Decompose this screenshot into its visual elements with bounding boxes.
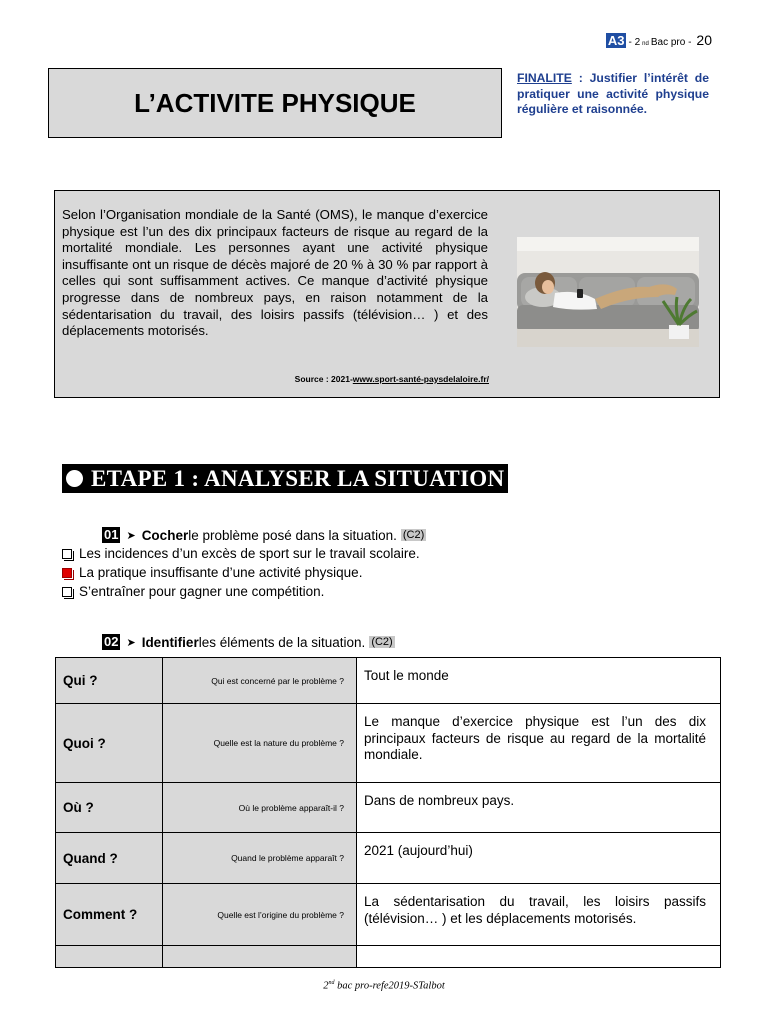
- row-hint: Où le problème apparaît-il ?: [163, 783, 357, 833]
- row-question: Comment ?: [56, 884, 163, 946]
- table-row: [56, 704, 721, 783]
- table-row: [56, 783, 721, 833]
- option-2[interactable]: [62, 565, 362, 580]
- table-row: [56, 658, 721, 704]
- option-2-label: La pratique insuffisante d’une activité physique.: [79, 565, 363, 580]
- row-answer[interactable]: La sédentarisation du travail, les loisirs passifs (télévision… ) et les déplacements motorisés.: [357, 884, 721, 946]
- page-footer: [0, 980, 768, 992]
- question-2-text: les éléments de la situation.: [198, 634, 366, 650]
- finalite-text: : Justifier l’intérêt de pratiquer une activité physique régulière et raisonnée.: [517, 71, 709, 116]
- option-1-label: Les incidences d’un excès de sport sur le travail scolaire.: [79, 546, 420, 561]
- finalite-block: [517, 71, 709, 118]
- arrow-right-icon: ➤: [126, 529, 136, 542]
- competency-tag: (C2): [402, 529, 425, 541]
- question-2: [102, 634, 395, 650]
- checkbox-icon[interactable]: [62, 587, 72, 597]
- footer-suffix: bac pro-refe2019-STalbot: [334, 980, 445, 992]
- title-box: [48, 68, 502, 138]
- row-answer[interactable]: Tout le monde: [357, 658, 721, 704]
- footer-sup: nd: [328, 980, 335, 986]
- source-citation: [295, 374, 489, 384]
- page-title: L’ACTIVITE PHYSIQUE: [134, 87, 416, 118]
- level-prefix: - 2: [628, 37, 641, 48]
- step-banner: [62, 464, 508, 493]
- row-question: Quand ?: [56, 833, 163, 884]
- row-answer[interactable]: 2021 (aujourd’hui): [357, 833, 721, 884]
- option-1[interactable]: [62, 546, 420, 561]
- row-hint: Quelle est la nature du problème ?: [163, 704, 357, 783]
- source-text: Selon l’Organisation mondiale de la Santé (OMS), le manque d’exercice physique est l’un des dix principaux facteurs de risque au regard de la mortalité mondiale. Les personnes ayant une activité physique insuffisante ont un risque de décès majoré de 20 % à 30 % par rapport à celles qui sont suffisamment actives. Ce manque d’activité physique progresse dans de nombreux pays, en raison notamment de la sédentarisation du travail, des loisirs passifs (télévision… ) et des déplacements motorisés.: [62, 207, 488, 339]
- finalite-label: FINALITE: [517, 71, 572, 85]
- question-1-number: 01: [104, 527, 119, 542]
- step-title: ETAPE 1 : ANALYSER LA SITUATION: [91, 465, 505, 491]
- table-row: [56, 884, 721, 946]
- row-answer-empty[interactable]: [357, 946, 721, 968]
- competency-tag: (C2): [371, 636, 393, 648]
- option-3[interactable]: [62, 584, 324, 599]
- row-answer[interactable]: Dans de nombreux pays.: [357, 783, 721, 833]
- citation-prefix: Source : 2021-: [294, 374, 353, 384]
- source-box: [54, 190, 720, 398]
- table-row: [56, 833, 721, 884]
- level-suffix: Bac pro -: [650, 37, 692, 48]
- arrow-right-icon: ➤: [126, 636, 136, 649]
- table-row-empty: [56, 946, 721, 968]
- checkbox-icon[interactable]: [62, 549, 72, 559]
- question-2-number: 02: [104, 634, 119, 649]
- row-question-empty: [56, 946, 163, 968]
- situation-table: [55, 657, 721, 968]
- row-hint: Quand le problème apparaît ?: [163, 833, 357, 884]
- option-3-label: S’entraîner pour gagner une compétition.: [79, 584, 325, 599]
- row-hint-empty: [163, 946, 357, 968]
- question-1-text: le problème posé dans la situation.: [188, 527, 397, 543]
- question-1-verb: Cocher: [141, 527, 189, 543]
- question-1: [102, 527, 426, 543]
- row-question: Où ?: [56, 783, 163, 833]
- citation-link[interactable]: www.sport-santé-paysdelaloire.fr/: [352, 374, 489, 384]
- row-hint: Quelle est l’origine du problème ?: [163, 884, 357, 946]
- row-question: Quoi ?: [56, 704, 163, 783]
- question-2-verb: Identifier: [141, 634, 199, 650]
- level-sup: nd: [642, 41, 649, 47]
- row-hint: Qui est concerné par le problème ?: [163, 658, 357, 704]
- row-question: Qui ?: [56, 658, 163, 704]
- page-number: 20: [696, 32, 712, 48]
- level-badge: A3: [607, 33, 625, 48]
- footer-prefix: 2: [323, 980, 329, 992]
- checkbox-checked-icon[interactable]: [62, 568, 72, 578]
- page-header: [606, 32, 712, 48]
- row-answer[interactable]: Le manque d’exercice physique est l’un des dix principaux facteurs de risque au regard de la mortalité mondiale.: [357, 704, 721, 783]
- bullet-dot-icon: [66, 470, 83, 487]
- woman-on-sofa-photo: [517, 237, 699, 347]
